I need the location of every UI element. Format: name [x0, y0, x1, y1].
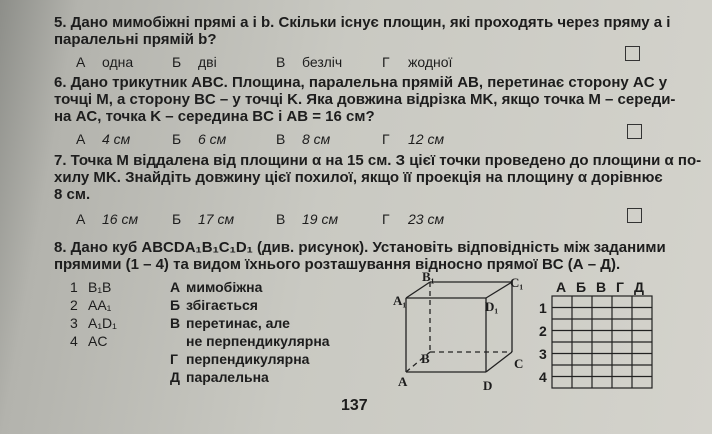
- label-a: A: [398, 374, 408, 389]
- grid-row-1: 1: [539, 300, 547, 316]
- grid-col-c: В: [596, 279, 607, 295]
- q7-option-b: Б 17 см: [172, 211, 235, 227]
- grid-row-2: 2: [539, 323, 547, 339]
- q8-right-e: Д паралельна: [170, 369, 269, 385]
- grid-col-b: Б: [576, 279, 587, 295]
- q8-left-3: 3 A₁D₁: [70, 315, 117, 331]
- q5-line1: 5. Дано мимобіжні прямі a і b. Скільки існує площин, які проходять через пряму a і: [54, 14, 671, 31]
- label-d1: D₁: [485, 299, 499, 314]
- q6-line1: 6. Дано трикутник ABC. Площина, паралельна прямій AB, перетинає сторону AC у: [54, 74, 668, 91]
- q6-option-d: Г 12 см: [382, 131, 445, 147]
- edge-d1c1: [486, 282, 512, 298]
- label-c1: C₁: [510, 275, 524, 290]
- q8-left-2: 2 AA₁: [70, 297, 112, 313]
- q7-line1: 7. Точка M віддалена від площини α на 15 см. З цієї точки проведено до площини α по-: [54, 152, 702, 169]
- page-number: 137: [341, 397, 368, 414]
- label-d: D: [483, 378, 493, 393]
- grid-col-e: Д: [634, 279, 644, 295]
- q6-option-a: А 4 см: [76, 131, 131, 147]
- q7-option-a: А 16 см: [76, 211, 139, 227]
- grid-col-d: Г: [616, 279, 624, 295]
- grid-row-3: 3: [539, 346, 547, 362]
- q8-right-a: А мимобіжна: [170, 279, 263, 295]
- q8-right-c-cont: не перпендикулярна: [186, 333, 330, 349]
- label-c: C: [514, 356, 524, 371]
- q8-right-b: Б збігається: [170, 297, 258, 313]
- q5-line2: паралельні прямій b?: [54, 31, 217, 48]
- edge-dc: [486, 352, 512, 372]
- answer-grid[interactable]: [551, 295, 655, 391]
- q8-right-d: Г перпендикулярна: [170, 351, 310, 367]
- q6-line2: точці M, а сторону BC – у точці K. Яка довжина відрізка MK, якщо точка M – середи-: [54, 91, 676, 108]
- q6-option-c: В 8 см: [276, 131, 331, 147]
- q7-option-c: В 19 см: [276, 211, 339, 227]
- label-a1: A₁: [393, 293, 407, 308]
- q8-left-1: 1 B₁B: [70, 279, 112, 295]
- q7-line2: хилу MK. Знайдіть довжину цієї похилої, якщо її проекція на площину α дорівнює: [54, 169, 663, 186]
- q8-left-4: 4 AC: [70, 333, 108, 349]
- q6-option-b: Б 6 см: [172, 131, 227, 147]
- q5-answer-box[interactable]: [625, 46, 640, 61]
- q5-option-c: В безліч: [276, 54, 343, 70]
- q6-answer-box[interactable]: [627, 124, 642, 139]
- label-b: B: [421, 351, 430, 366]
- q5-option-a: А одна: [76, 54, 134, 70]
- grid-col-a: А: [556, 279, 567, 295]
- q7-answer-box[interactable]: [627, 208, 642, 223]
- q8-line2: прямими (1 – 4) та видом їхнього розташування відносно прямої BC (А – Д).: [54, 256, 621, 273]
- grid-row-4: 4: [539, 369, 547, 385]
- q7-line3: 8 см.: [54, 186, 91, 203]
- label-b1: B₁: [422, 269, 435, 284]
- q7-option-d: Г 23 см: [382, 211, 445, 227]
- q6-line3: на AC, точка K – середина BC і AB = 16 см?: [54, 108, 375, 125]
- q5-option-d: Г жодної: [382, 54, 453, 70]
- q8-line1: 8. Дано куб ABCDA₁B₁C₁D₁ (див. рисунок). Установіть відповідність між заданими: [54, 239, 666, 256]
- q8-right-c: В перетинає, але: [170, 315, 290, 331]
- q5-option-b: Б дві: [172, 54, 217, 70]
